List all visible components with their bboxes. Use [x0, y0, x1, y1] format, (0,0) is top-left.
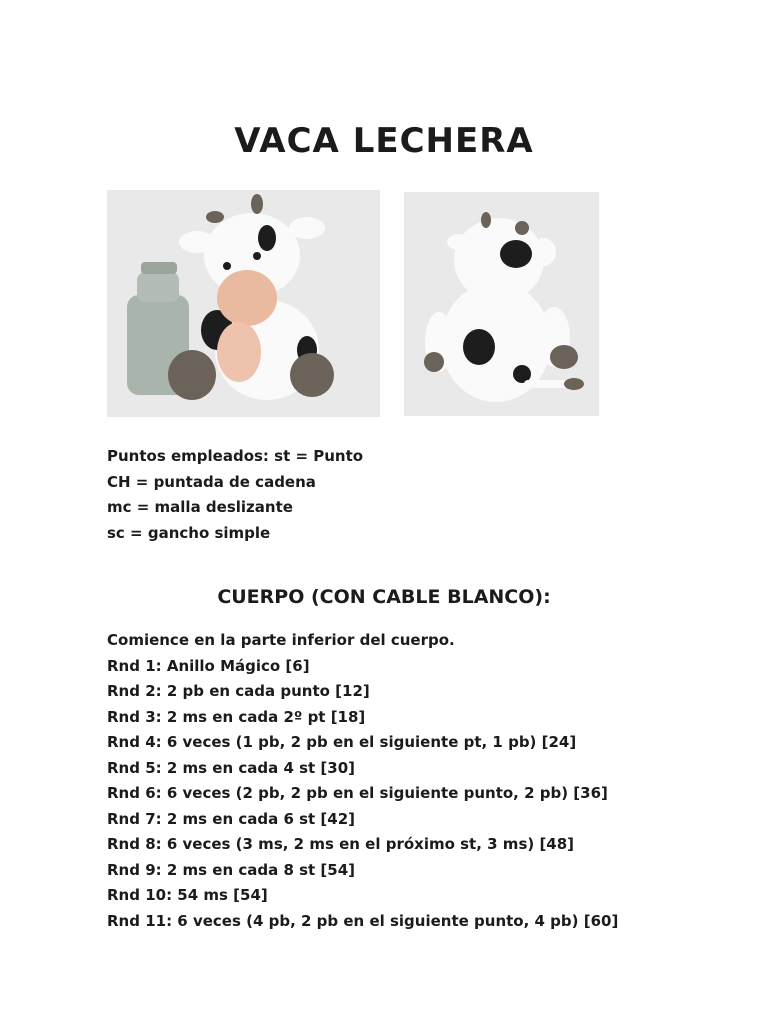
instruction-line: Rnd 4: 6 veces (1 pb, 2 pb en el siguiente pt, 1 pb) [24] — [107, 733, 577, 751]
photo-cow-front-with-milk-can — [107, 190, 380, 417]
cow-front-illustration — [107, 190, 380, 417]
abbreviation-line: CH = puntada de cadena — [107, 472, 316, 491]
instruction-line: Rnd 1: Anillo Mágico [6] — [107, 656, 310, 675]
page-title: VACA LECHERA — [234, 120, 534, 161]
instruction-line: Rnd 6: 6 veces (2 pb, 2 pb en el siguiente punto, 2 pb) [36] — [107, 784, 608, 802]
cow-back-illustration — [404, 192, 599, 416]
instruction-line: Rnd 3: 2 ms en cada 2º pt [18] — [107, 707, 366, 726]
instruction-line: Rnd 5: 2 ms en cada 4 st [30] — [107, 758, 356, 777]
instruction-line: Rnd 11: 6 veces (4 pb, 2 pb en el siguiente punto, 4 pb) [60] — [107, 911, 619, 930]
section-title: CUERPO (CON CABLE BLANCO): — [217, 585, 551, 608]
abbreviation-line: Puntos empleados: st = Punto — [107, 447, 364, 465]
instruction-line: Comience en la parte inferior del cuerpo. — [107, 631, 455, 649]
instruction-line: Rnd 10: 54 ms [54] — [107, 886, 268, 904]
instructions-list — [107, 628, 618, 934]
instruction-line: Rnd 9: 2 ms en cada 8 st [54] — [107, 860, 356, 879]
abbreviations-list — [107, 444, 363, 546]
instruction-line: Rnd 2: 2 pb en cada punto [12] — [107, 682, 370, 700]
instruction-line: Rnd 7: 2 ms en cada 6 st [42] — [107, 809, 356, 828]
instruction-line: Rnd 8: 6 veces (3 ms, 2 ms en el próximo st, 3 ms) [48] — [107, 835, 575, 853]
photo-cow-back — [404, 192, 599, 416]
abbreviation-line: mc = malla deslizante — [107, 498, 293, 516]
abbreviation-line: sc = gancho simple — [107, 523, 271, 542]
